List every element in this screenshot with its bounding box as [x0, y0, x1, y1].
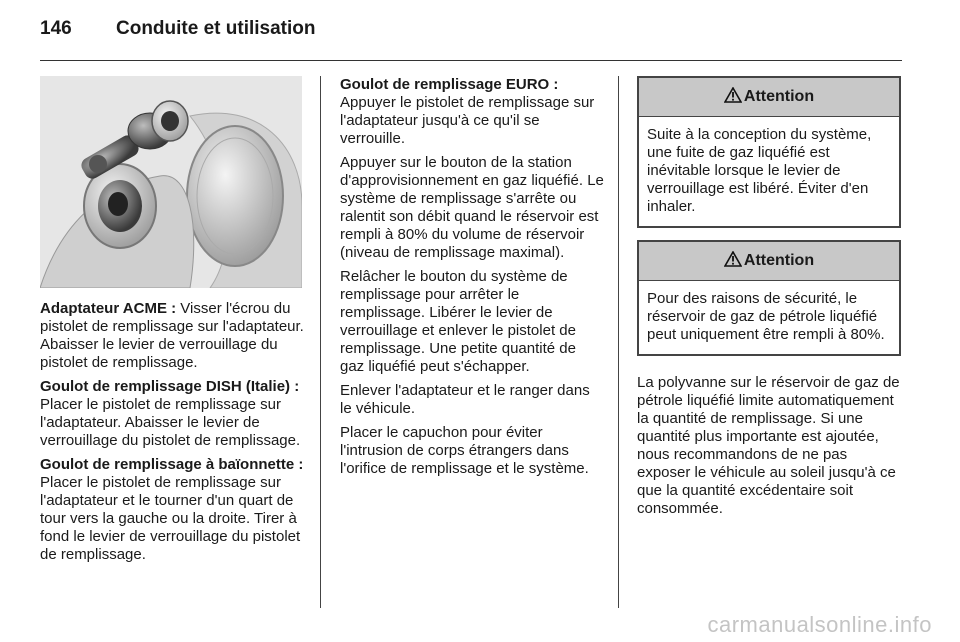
attention-header-2: [639, 242, 899, 281]
warning-triangle-icon: [724, 251, 742, 272]
bayonet-label: Goulot de remplissage à baïonnette :: [40, 456, 304, 473]
column-3-text: [637, 76, 901, 524]
attention-title-2: Attention: [743, 252, 815, 269]
store-adapter-paragraph: Enlever l'adaptateur et le ranger dans le véhicule.: [340, 382, 590, 417]
page-number: 146: [40, 18, 72, 39]
release-paragraph: Relâcher le bouton du système de remplissage pour arrêter le remplissage. Libérer le levier de verrouillage et enlever le pistolet de remplissage. Une petite quantité de gaz liquéfié peut s'échapper.: [340, 268, 576, 375]
header-rule: [40, 60, 902, 61]
section-title: Conduite et utilisation: [116, 18, 316, 39]
attention-box-1: [637, 76, 901, 228]
dish-paragraph: [40, 378, 304, 450]
dish-label: Goulot de remplissage DISH (Italie) :: [40, 378, 300, 395]
attention-box-2: [637, 240, 901, 356]
acme-text: Visser l'écrou du pistolet de remplissage sur l'adaptateur. Abaisser le levier de verrouillage du pistolet de remplissage.: [40, 300, 304, 371]
page-header: [40, 18, 316, 48]
bayonet-text: Placer le pistolet de remplissage sur l'adaptateur et le tourner d'un quart de tour vers la gauche ou la droite. Tirer à fond le levier de verrouillage du pistolet de remplissage.: [40, 474, 301, 563]
fuel-filler-adapter-illustration: [40, 76, 302, 288]
euro-label: Goulot de remplissage EURO :: [340, 76, 559, 93]
attention-body-2: Pour des raisons de sécurité, le réservoir de gaz de pétrole liquéfié peut uniquement être rempli à 80%.: [647, 290, 885, 343]
cap-paragraph: Placer le capuchon pour éviter l'intrusion de corps étrangers dans l'orifice de remplissage et le système.: [340, 424, 589, 477]
attention-header-1: [639, 78, 899, 117]
column-1-text: [40, 300, 304, 570]
warning-triangle-icon: [724, 87, 742, 108]
polyvanne-paragraph: La polyvanne sur le réservoir de gaz de pétrole liquéfié limite automatiquement la quantité de remplissage. Si une quantité plus importante est ajoutée, nous recommandons de ne pas exposer le véhicule au soleil jusqu'à ce que la quantité excédentaire soit consommée.: [637, 374, 900, 517]
fuel-filler-illustration-svg: [40, 76, 302, 288]
acme-paragraph: [40, 300, 304, 372]
acme-label: Adaptateur ACME :: [40, 300, 177, 317]
dish-text: Placer le pistolet de remplissage sur l'adaptateur. Abaisser le levier de verrouillage du pistolet de remplissage.: [40, 396, 301, 449]
column-divider-1: [320, 76, 321, 608]
station-button-paragraph: Appuyer sur le bouton de la station d'approvisionnement en gaz liquéfié. Le système de remplissage s'arrête ou ralentit son débit quand le réservoir est rempli à 80% du volume de réservoir (niveau de remplissage maximal).: [340, 154, 604, 261]
bayonet-paragraph: [40, 456, 304, 564]
euro-paragraph: [340, 76, 604, 148]
attention-body-1: Suite à la conception du système, une fuite de gaz liquéfié est inévitable lorsque le levier de verrouillage est libéré. Éviter d'en inhaler.: [647, 126, 872, 215]
column-2-text: [340, 76, 604, 484]
watermark: carmanualsonline.info: [707, 612, 932, 637]
euro-text: Appuyer le pistolet de remplissage sur l'adaptateur jusqu'à ce qu'il se verrouille.: [340, 94, 595, 147]
attention-title-1: Attention: [743, 88, 815, 105]
column-divider-2: [618, 76, 619, 608]
